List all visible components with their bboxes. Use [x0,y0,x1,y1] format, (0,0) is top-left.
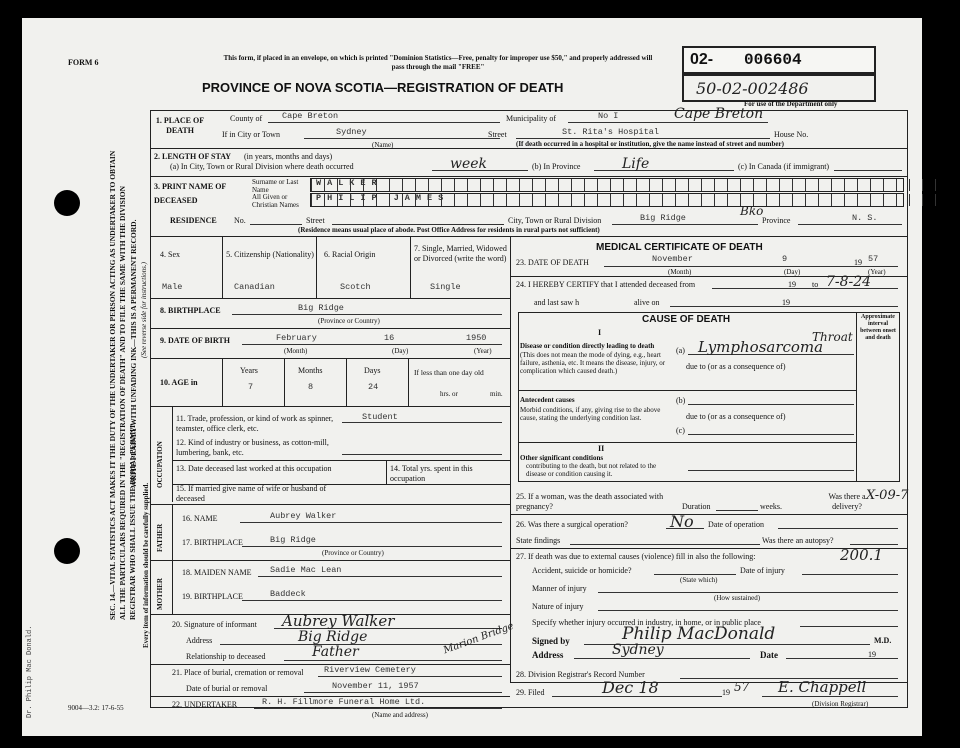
death-year-note: (Year) [868,268,886,276]
racial-value: Scotch [340,282,371,292]
filed-year-prefix: 19 [722,688,730,697]
cause-a-due: due to (or as a consequence of) [686,362,786,371]
age-label: 10. AGE in [160,378,198,387]
antecedent-label: Antecedent causes [520,396,575,404]
father-side-label: FATHER [156,523,164,552]
relationship-value: Father [312,644,359,660]
father-name: Aubrey Walker [270,511,337,521]
side-write-notice: WRITE PLAINLY WITH UNFADING INK—THIS IS A PERMANENT RECORD. [129,219,138,488]
residence-province: N. S. [852,213,878,223]
death-date-year: 57 [868,254,879,264]
cause-b-label: (b) [676,396,686,405]
name-label: 3. PRINT NAME OF DECEASED [154,182,226,205]
mother-side-label: MOTHER [156,578,164,610]
reg-number: 006604 [744,51,802,69]
state-which: (State which) [680,576,718,584]
mother-birthplace: Baddeck [270,589,306,599]
county-label: County of [230,114,263,123]
residence-province-label: Province [762,216,791,225]
death-date-month: November [652,254,693,264]
how-sustained: (How sustained) [714,594,761,602]
filed-date: Dec 18 [602,678,659,697]
undertaker-label: 22. UNDERTAKER [172,700,238,709]
municipality-hand: Cape Breton [674,106,764,122]
other-label: Other significant conditions [520,454,604,462]
stay-b-value: Life [622,156,650,172]
cause-c-label: (c) [676,426,685,435]
marital-value: Single [430,282,461,292]
cause-a-label: (a) [676,346,685,355]
date-injury-label: Date of injury [740,566,785,575]
informant-sig-label: 20. Signature of informant [172,620,257,629]
direct-note: (This does not mean the mode of dying, e.g., heart failure, asthenia, etc. It means the disease, injury, or complication which caused death.) [520,351,666,375]
antecedent-note: Morbid conditions, if any, giving rise to the above cause, stating the underlying condition last. [520,406,661,422]
last-saw-label: and last saw h [534,298,580,307]
burial-place-label: 21. Place of burial, cremation or removal [172,668,304,677]
residence-city: Big Ridge [640,213,686,223]
dob-year-note: (Year) [474,347,492,355]
years-value: 7 [248,382,254,392]
death-date-day: 9 [782,254,788,264]
mother-birthplace-label: 19. BIRTHPLACE [182,592,243,601]
sex-label: 4. Sex [160,250,180,259]
death-day-note: (Day) [784,268,801,276]
city-name-note: (Name) [372,141,394,149]
duration-label: Duration [682,502,711,511]
months-value: 8 [308,382,314,392]
dob-label: 9. DATE OF BIRTH [160,336,230,345]
years-label: Years [240,366,258,375]
county-value: Cape Breton [282,111,339,121]
residence-street-label: Street [306,216,325,225]
date-op-label: Date of operation [708,520,764,529]
spouse-label: 15. If married give name of wife or husband of deceased [176,484,327,503]
dob-year: 1950 [466,333,487,343]
direct-label: Disease or condition directly leading to death [520,342,655,350]
stay-c-label: (c) In Canada (if immigrant) [738,162,830,171]
autopsy-label: Was there an autopsy? [762,536,834,545]
dept-use-note: For use of the Department only [744,100,838,108]
signed-label: Signed by [532,636,570,646]
q29-label: 29. Filed [516,688,545,697]
given-value: PHILIP JAMES [316,193,450,203]
reg-handwritten-box [682,74,876,102]
given-label: All Given or Christian Names [252,193,299,209]
registrar-signature: E. Chappell [778,678,867,696]
stay-a-label: (a) In City, Town or Rural Division where death occurred [170,162,354,171]
death-date-year-prefix: 19 [854,258,862,267]
hospital-note: (If death occurred in a hospital or institution, give the name instead of street and number) [516,140,784,148]
last-worked-label: 13. Date deceased last worked at this occupation [176,464,332,473]
marital-label: 7. Single, Married, Widowed or Divorced (write the word) [414,244,507,263]
municipality-label: Municipality of [506,114,556,123]
registration-number-box [682,46,876,74]
house-label: House No. [774,130,809,139]
burial-place: Riverview Cemetery [324,665,416,675]
specify-label: Specify whether injury occurred in industry, in home, or in public place [532,618,761,627]
death-date-label: 23. DATE OF DEATH [516,258,589,267]
place-label: 1. PLACE OF DEATH [155,116,205,135]
signed-value: Philip MacDonald [622,624,776,644]
stay-b-label: (b) In Province [532,162,581,171]
less-day-label: If less than one day old [414,368,484,377]
municipality-value: No I [598,111,619,121]
reg-handwritten: 50-02-002486 [696,79,809,98]
filed-year: 57 [734,680,750,694]
days-value: 24 [368,382,379,392]
residence-note: (Residence means usual place of abode. Post Office Address for residents in rural parts not sufficient) [298,226,600,234]
delivery-hand: X-09-7 [866,488,909,503]
maiden-label: 18. MAIDEN NAME [182,568,252,577]
burial-place-hand: Marion Bridge [442,620,516,657]
side-name-stamp: Dr. Philip Mac Donald. [26,625,34,718]
surname-label: Surname or Last Name [252,178,299,194]
manner-label: Manner of injury [532,584,587,593]
sex-value: Male [162,282,183,292]
total-years-label: 14. Total yrs. spent in this occupation [390,464,473,483]
certify-to-label: to [812,280,819,289]
residence-label: RESIDENCE [170,216,217,225]
section-i: I [598,328,602,337]
q28-label: 28. Division Registrar's Record Number [516,670,645,679]
interval-header: Approximate interval between onset and death [860,314,896,341]
maiden-value: Sadie Mac Lean [270,565,342,575]
certify-year-prefix: 19 [788,280,796,289]
months-label: Months [298,366,323,375]
alive-label: alive on [634,298,660,307]
delivery-label: Was there a delivery? [828,492,866,511]
q27-label: 27. If death was due to external causes (violence) fill in also the following: [516,552,756,561]
days-label: Days [364,366,381,375]
certify-label: 24. I HEREBY CERTIFY that I attended deceased from [516,280,696,289]
medical-title: MEDICAL CERTIFICATE OF DEATH [596,242,763,253]
doctor-date-label: Date [760,650,778,660]
min-label: min. [490,390,503,398]
father-birthplace-label: 17. BIRTHPLACE [182,538,243,547]
death-registration-form [22,18,922,736]
dob-month-note: (Month) [284,347,308,355]
q26-label: 26. Was there a surgical operation? [516,520,628,529]
form-id: FORM 6 [68,58,99,67]
md-label: M.D. [874,636,892,645]
alive-year-prefix: 19 [782,298,790,307]
birthplace-value: Big Ridge [298,303,344,313]
side-info-note: Every item of information should be carefully supplied. [142,482,150,648]
binder-hole [54,190,80,216]
certify-hand: 7-8-24 [826,274,872,290]
informant-sig: Aubrey Walker [282,612,395,630]
undertaker-value: R. H. Fillmore Funeral Home Ltd. [262,697,426,707]
stay-label: 2. LENGTH OF STAY [154,152,232,161]
stay-a-value: week [450,156,488,172]
findings-label: State findings [516,536,561,545]
other-note: contributing to the death, but not related to the disease or condition causing it. [526,462,657,478]
informant-address: Big Ridge [298,629,368,645]
stay-note: (in years, months and days) [244,152,333,161]
father-name-label: 16. NAME [182,514,218,523]
doctor-address-label: Address [532,650,564,660]
hrs-label: hrs. or [440,390,458,398]
cause-a-hand-above: Throat [812,330,853,344]
citizenship-value: Canadian [234,282,275,292]
accident-label: Accident, suicide or homicide? [532,566,632,575]
residence-city-label: City, Town or Rural Division [508,216,602,225]
racial-label: 6. Racial Origin [324,250,376,259]
side-reverse-note: (See reverse side for instructions.) [140,262,148,358]
relationship-label: Relationship to deceased [186,652,266,661]
cause-a-value: Lymphosarcoma [698,338,824,356]
doctor-address: Sydney [612,642,664,658]
burial-date: November 11, 1957 [332,681,419,691]
residence-no-label: No. [234,216,246,225]
weeks-label: weeks. [760,502,782,511]
surname-cells [310,178,904,192]
form-title: PROVINCE OF NOVA SCOTIA—REGISTRATION OF DEATH [202,80,564,95]
father-birthplace: Big Ridge [270,535,316,545]
street-label: Street [488,130,507,139]
undertaker-note: (Name and address) [372,711,428,719]
father-birthplace-note: (Province or Country) [322,549,384,557]
trade-value: Student [362,412,398,422]
cause-title: CAUSE OF DEATH [642,314,731,325]
registrar-note: (Division Registrar) [812,700,869,708]
doctor-date-year: 19 [868,650,876,659]
city-value: Sydney [336,127,367,137]
citizenship-label: 5. Citizenship (Nationality) [226,250,314,259]
reg-prefix: 02- [690,51,714,68]
city-label: If in City or Town [222,130,280,139]
trade-label: 11. Trade, profession, or kind of work as spinner, teamster, office clerk, etc. [176,414,334,433]
death-month-note: (Month) [668,268,692,276]
dob-month: February [276,333,317,343]
informant-address-label: Address [186,636,213,645]
occupation-side-label: OCCUPATION [156,441,164,488]
q26-value: No [670,512,694,531]
industry-label: 12. Kind of industry or business, as cotton-mill, lumbering, bank, etc. [176,438,329,457]
binder-hole [54,538,80,564]
nature-label: Nature of injury [532,602,584,611]
street-value: St. Rita's Hospital [562,127,659,137]
q25-label: 25. If a woman, was the death associated with pregnancy? [516,492,664,511]
section-ii: II [598,444,605,453]
cause-b-due: due to (or as a consequence of) [686,412,786,421]
envelope-note: This form, if placed in an envelope, on which is printed "Dominion Statistics—Free, penalty for improper use $50," and properly addressed will pass through the mail "FREE" [223,54,653,71]
burial-date-label: Date of burial or removal [186,684,268,693]
surname-value: WALKER [316,178,383,188]
residence-province-hand: Bko [740,204,764,218]
dob-day: 16 [384,333,395,343]
print-code: 9004—3.2: 17-6-55 [68,704,124,712]
birthplace-note: (Province or Country) [318,317,380,325]
birthplace-label: 8. BIRTHPLACE [160,306,221,315]
q27-hand: 200.1 [840,546,883,564]
side-notice: SEC. 14.—VITAL STATISTICS ACT MAKES IT THE DUTY OF THE UNDERTAKER OR PERSON ACTING AS UNDERTAKER TO OBTAIN ALL THE PARTICULARS REQUIRED IN THE "REGISTRATION OF DEATH" AND TO FILE THE SAME WITH THE DIVISION REGISTRAR WHO SHALL ISSUE THE BURIAL PERMIT. [108,150,137,620]
dob-day-note: (Day) [392,347,409,355]
